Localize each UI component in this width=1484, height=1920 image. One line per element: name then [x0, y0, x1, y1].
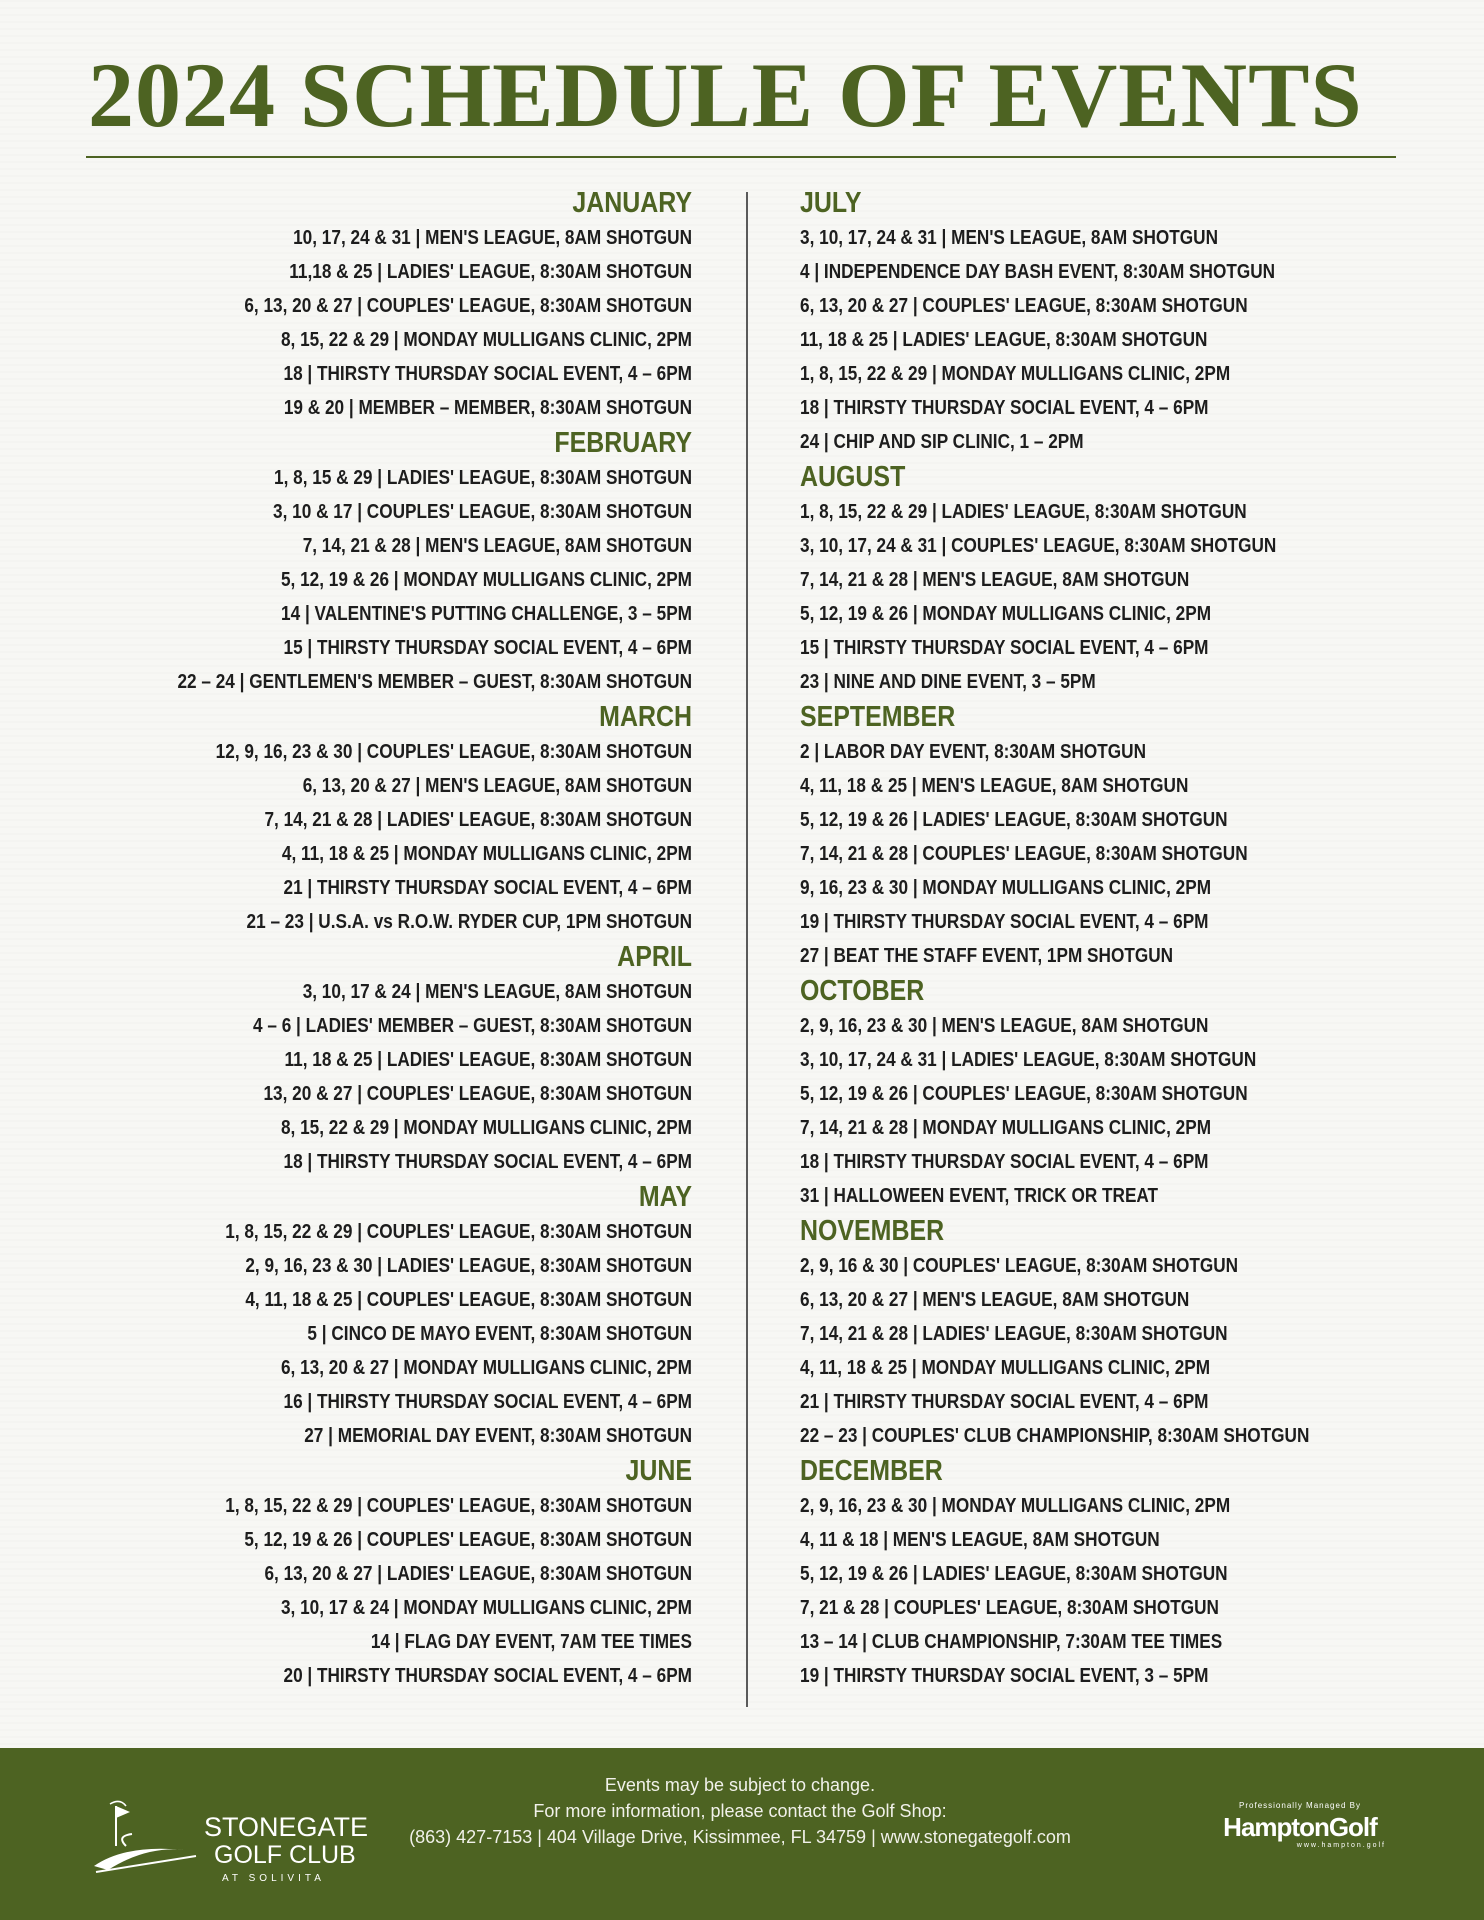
page-title: 2024 SCHEDULE OF EVENTS [88, 44, 1363, 146]
title-rule [86, 156, 1396, 158]
month-heading: OCTOBER [800, 975, 925, 1007]
event-line: 2, 9, 16 & 30 | COUPLES' LEAGUE, 8:30AM SHOTGUN [800, 1255, 1239, 1277]
footer-info [380, 1772, 1100, 1850]
brand-name: HamptonGolf [1223, 1812, 1377, 1842]
event-line: 7, 14, 21 & 28 | LADIES' LEAGUE, 8:30AM SHOTGUN [800, 1323, 1228, 1345]
month-heading: APRIL [617, 941, 692, 973]
event-line: 3, 10, 17, 24 & 31 | LADIES' LEAGUE, 8:30AM SHOTGUN [800, 1049, 1257, 1071]
event-line: 22 – 24 | GENTLEMEN'S MEMBER – GUEST, 8:30AM SHOTGUN [177, 671, 692, 693]
managed-by-label: Professionally Managed By [1239, 1801, 1361, 1810]
logo-line-3: AT SOLIVITA [222, 1873, 325, 1884]
event-line: 4, 11, 18 & 25 | COUPLES' LEAGUE, 8:30AM SHOTGUN [245, 1289, 693, 1311]
event-line: 22 – 23 | COUPLES' CLUB CHAMPIONSHIP, 8:30AM SHOTGUN [800, 1425, 1310, 1447]
event-line: 4 | INDEPENDENCE DAY BASH EVENT, 8:30AM SHOTGUN [800, 261, 1276, 283]
event-line: 18 | THIRSTY THURSDAY SOCIAL EVENT, 4 – 6PM [800, 397, 1209, 419]
hampton-golf-logo [1200, 1800, 1400, 1849]
event-line: 6, 13, 20 & 27 | MONDAY MULLIGANS CLINIC, 2PM [280, 1357, 692, 1379]
event-line: 5 | CINCO DE MAYO EVENT, 8:30AM SHOTGUN [307, 1323, 692, 1345]
event-line: 6, 13, 20 & 27 | MEN'S LEAGUE, 8AM SHOTGUN [302, 775, 692, 797]
event-line: 4, 11, 18 & 25 | MEN'S LEAGUE, 8AM SHOTGUN [800, 775, 1189, 797]
event-line: 13 – 14 | CLUB CHAMPIONSHIP, 7:30AM TEE TIMES [800, 1631, 1223, 1653]
event-line: 27 | MEMORIAL DAY EVENT, 8:30AM SHOTGUN [304, 1425, 692, 1447]
event-line: 12, 9, 16, 23 & 30 | COUPLES' LEAGUE, 8:30AM SHOTGUN [215, 741, 693, 763]
event-line: 27 | BEAT THE STAFF EVENT, 1PM SHOTGUN [800, 945, 1174, 967]
event-line: 5, 12, 19 & 26 | MONDAY MULLIGANS CLINIC, 2PM [800, 603, 1212, 625]
event-line: 7, 14, 21 & 28 | MONDAY MULLIGANS CLINIC, 2PM [800, 1117, 1212, 1139]
event-line: 21 – 23 | U.S.A. vs R.O.W. RYDER CUP, 1PM SHOTGUN [246, 911, 692, 933]
event-line: 18 | THIRSTY THURSDAY SOCIAL EVENT, 4 – 6PM [800, 1151, 1209, 1173]
event-line: 23 | NINE AND DINE EVENT, 3 – 5PM [800, 671, 1096, 693]
event-line: 20 | THIRSTY THURSDAY SOCIAL EVENT, 4 – 6PM [283, 1665, 692, 1687]
event-line: 19 | THIRSTY THURSDAY SOCIAL EVENT, 4 – 6PM [800, 911, 1209, 933]
event-line: 5, 12, 19 & 26 | COUPLES' LEAGUE, 8:30AM SHOTGUN [244, 1529, 692, 1551]
month-heading: AUGUST [800, 461, 906, 493]
event-line: 8, 15, 22 & 29 | MONDAY MULLIGANS CLINIC, 2PM [280, 329, 692, 351]
event-line: 11, 18 & 25 | LADIES' LEAGUE, 8:30AM SHOTGUN [800, 329, 1208, 351]
event-line: 7, 14, 21 & 28 | LADIES' LEAGUE, 8:30AM SHOTGUN [264, 809, 692, 831]
event-line: 7, 14, 21 & 28 | COUPLES' LEAGUE, 8:30AM SHOTGUN [800, 843, 1248, 865]
event-line: 3, 10, 17 & 24 | MEN'S LEAGUE, 8AM SHOTGUN [302, 981, 692, 1003]
event-line: 1, 8, 15, 22 & 29 | MONDAY MULLIGANS CLINIC, 2PM [800, 363, 1231, 385]
event-line: 18 | THIRSTY THURSDAY SOCIAL EVENT, 4 – 6PM [283, 1151, 692, 1173]
event-line: 14 | VALENTINE'S PUTTING CHALLENGE, 3 – 5PM [281, 603, 692, 625]
event-line: 6, 13, 20 & 27 | MEN'S LEAGUE, 8AM SHOTGUN [800, 1289, 1190, 1311]
event-line: 19 | THIRSTY THURSDAY SOCIAL EVENT, 3 – 5PM [800, 1665, 1209, 1687]
month-heading: JUNE [625, 1455, 692, 1487]
event-line: 7, 14, 21 & 28 | MEN'S LEAGUE, 8AM SHOTGUN [800, 569, 1190, 591]
info-disclaimer: Events may be subject to change. [604, 1775, 876, 1795]
month-heading: MAY [638, 1181, 692, 1213]
info-contact-prompt: For more information, please contact the Golf Shop: [533, 1801, 947, 1821]
event-line: 6, 13, 20 & 27 | LADIES' LEAGUE, 8:30AM SHOTGUN [264, 1563, 692, 1585]
event-line: 5, 12, 19 & 26 | LADIES' LEAGUE, 8:30AM SHOTGUN [800, 1563, 1228, 1585]
event-line: 4, 11, 18 & 25 | MONDAY MULLIGANS CLINIC, 2PM [800, 1357, 1211, 1379]
event-line: 18 | THIRSTY THURSDAY SOCIAL EVENT, 4 – 6PM [283, 363, 692, 385]
event-line: 2, 9, 16, 23 & 30 | MONDAY MULLIGANS CLINIC, 2PM [800, 1495, 1231, 1517]
event-line: 31 | HALLOWEEN EVENT, TRICK OR TREAT [800, 1185, 1159, 1207]
event-line: 3, 10, 17 & 24 | MONDAY MULLIGANS CLINIC, 2PM [280, 1597, 692, 1619]
event-line: 5, 12, 19 & 26 | LADIES' LEAGUE, 8:30AM SHOTGUN [800, 809, 1228, 831]
event-line: 11, 18 & 25 | LADIES' LEAGUE, 8:30AM SHOTGUN [284, 1049, 692, 1071]
event-line: 8, 15, 22 & 29 | MONDAY MULLIGANS CLINIC, 2PM [280, 1117, 692, 1139]
event-line: 2, 9, 16, 23 & 30 | LADIES' LEAGUE, 8:30AM SHOTGUN [245, 1255, 693, 1277]
event-line: 1, 8, 15, 22 & 29 | COUPLES' LEAGUE, 8:30AM SHOTGUN [225, 1495, 693, 1517]
event-line: 1, 8, 15, 22 & 29 | LADIES' LEAGUE, 8:30AM SHOTGUN [800, 501, 1247, 523]
event-line: 3, 10, 17, 24 & 31 | MEN'S LEAGUE, 8AM SHOTGUN [800, 227, 1219, 249]
logo-line-1: STONEGATE [204, 1812, 369, 1842]
month-heading: JULY [800, 187, 862, 219]
stonegate-logo [86, 1784, 376, 1884]
event-line: 4 – 6 | LADIES' MEMBER – GUEST, 8:30AM SHOTGUN [253, 1015, 692, 1037]
month-heading: JANUARY [572, 187, 692, 219]
event-line: 16 | THIRSTY THURSDAY SOCIAL EVENT, 4 – 6PM [283, 1391, 692, 1413]
logo-line-2: GOLF CLUB [214, 1841, 356, 1869]
event-line: 6, 13, 20 & 27 | COUPLES' LEAGUE, 8:30AM SHOTGUN [800, 295, 1248, 317]
left-column [72, 185, 692, 1693]
event-line: 4, 11, 18 & 25 | MONDAY MULLIGANS CLINIC, 2PM [281, 843, 692, 865]
event-line: 1, 8, 15 & 29 | LADIES' LEAGUE, 8:30AM SHOTGUN [274, 467, 692, 489]
month-heading: FEBRUARY [554, 427, 692, 459]
event-line: 24 | CHIP AND SIP CLINIC, 1 – 2PM [800, 431, 1084, 453]
event-line: 6, 13, 20 & 27 | COUPLES' LEAGUE, 8:30AM SHOTGUN [244, 295, 692, 317]
event-line: 14 | FLAG DAY EVENT, 7AM TEE TIMES [370, 1631, 692, 1653]
column-divider [746, 192, 748, 1707]
event-line: 15 | THIRSTY THURSDAY SOCIAL EVENT, 4 – 6PM [800, 637, 1209, 659]
event-line: 13, 20 & 27 | COUPLES' LEAGUE, 8:30AM SHOTGUN [263, 1083, 692, 1105]
month-heading: MARCH [599, 701, 692, 733]
event-line: 5, 12, 19 & 26 | MONDAY MULLIGANS CLINIC, 2PM [280, 569, 692, 591]
golf-flag-icon [86, 1784, 206, 1884]
event-line: 7, 14, 21 & 28 | MEN'S LEAGUE, 8AM SHOTGUN [302, 535, 692, 557]
event-line: 3, 10, 17, 24 & 31 | COUPLES' LEAGUE, 8:30AM SHOTGUN [800, 535, 1277, 557]
event-line: 21 | THIRSTY THURSDAY SOCIAL EVENT, 4 – 6PM [800, 1391, 1209, 1413]
event-line: 7, 21 & 28 | COUPLES' LEAGUE, 8:30AM SHOTGUN [800, 1597, 1219, 1619]
month-heading: SEPTEMBER [800, 701, 956, 733]
logo-text [204, 1812, 368, 1889]
month-heading: NOVEMBER [800, 1215, 945, 1247]
month-heading: DECEMBER [800, 1455, 943, 1487]
event-line: 5, 12, 19 & 26 | COUPLES' LEAGUE, 8:30AM SHOTGUN [800, 1083, 1248, 1105]
event-line: 15 | THIRSTY THURSDAY SOCIAL EVENT, 4 – 6PM [283, 637, 692, 659]
event-line: 2, 9, 16, 23 & 30 | MEN'S LEAGUE, 8AM SHOTGUN [800, 1015, 1209, 1037]
event-line: 4, 11 & 18 | MEN'S LEAGUE, 8AM SHOTGUN [800, 1529, 1160, 1551]
event-line: 21 | THIRSTY THURSDAY SOCIAL EVENT, 4 – 6PM [283, 877, 692, 899]
event-line: 9, 16, 23 & 30 | MONDAY MULLIGANS CLINIC, 2PM [800, 877, 1212, 899]
event-line: 11,18 & 25 | LADIES' LEAGUE, 8:30AM SHOTGUN [289, 261, 692, 283]
event-line: 1, 8, 15, 22 & 29 | COUPLES' LEAGUE, 8:30AM SHOTGUN [225, 1221, 693, 1243]
event-line: 19 & 20 | MEMBER – MEMBER, 8:30AM SHOTGUN [283, 397, 692, 419]
right-column [800, 185, 1420, 1693]
event-line: 3, 10 & 17 | COUPLES' LEAGUE, 8:30AM SHOTGUN [273, 501, 692, 523]
brand-url: www.hampton.golf [1296, 1842, 1386, 1849]
footer [0, 1748, 1484, 1920]
event-line: 10, 17, 24 & 31 | MEN'S LEAGUE, 8AM SHOTGUN [293, 227, 692, 249]
info-contact-details: (863) 427-7153 | 404 Village Drive, Kissimmee, FL 34759 | www.stonegategolf.com [409, 1827, 1071, 1847]
event-line: 2 | LABOR DAY EVENT, 8:30AM SHOTGUN [800, 741, 1147, 763]
